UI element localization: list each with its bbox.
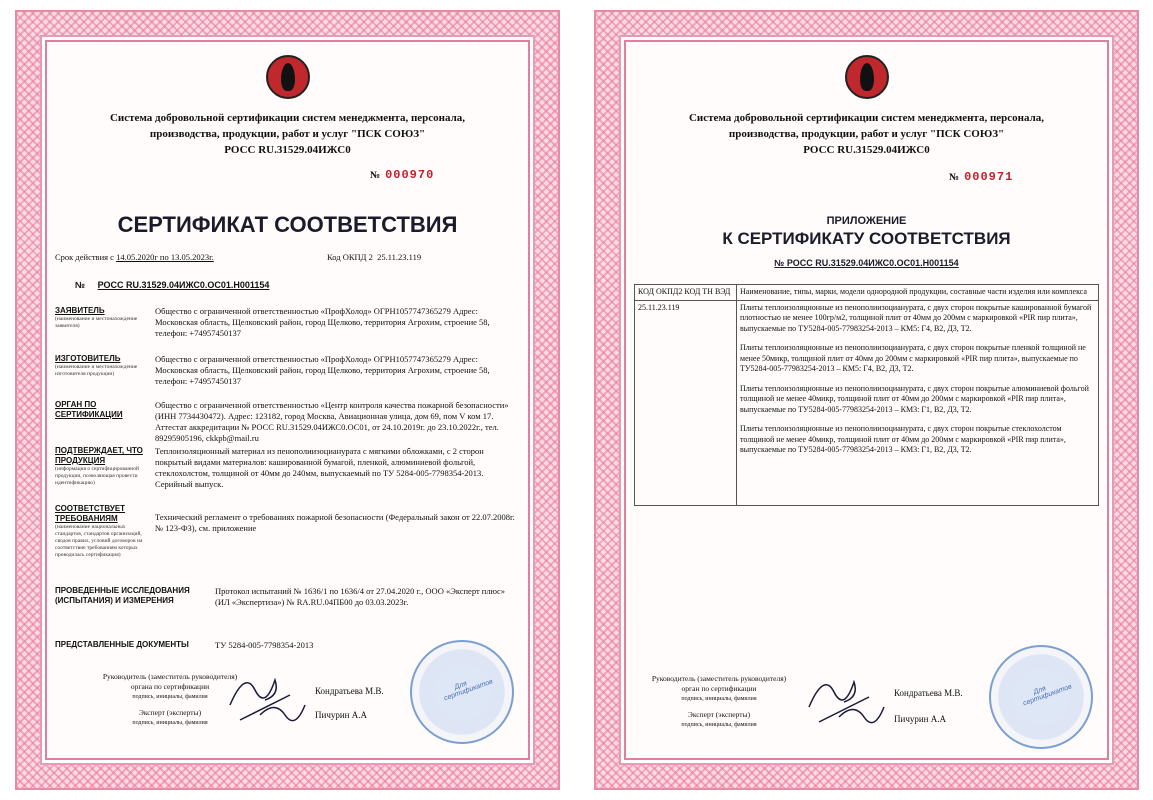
- list-item: Плиты теплоизоляционные из пенополиизоцианурата, с двух сторон покрытые алюминиевой фольгой толщиной не менее 40микр, толщиной плит от 40мм до 200мм с маркировкой «PIR пир плита», выпускаемые по ТУ5284-005-77983254-2013 – КМ3: Г1, В2, Д3, Т2.: [740, 383, 1089, 414]
- products-table: [634, 284, 1099, 506]
- validity-row: Срок действия с 14.05.2020г по 13.05.2023г. Код ОКПД 2 25.11.23.119: [55, 252, 422, 262]
- certification-body-section: ОРГАН ПО СЕРТИФИКАЦИИ Общество с ограниченной ответственностью «Центр контроля качества пожарной безопасности» (ИНН 7734430472). Адрес: 123182, город Москва, Авиационная улица, дом 69, пом V ком 17. Аттестат аккредитации № РОСС RU.31529.04ИЖС0.ОС01, от 24.10.2019г. до 23.10.2022г., тел. 89295905196, ckkpb@mail.ru: [55, 400, 509, 443]
- flame-logo-icon: [266, 55, 310, 99]
- description-header: Наименование, типы, марки, модели однородной продукции, составные части изделия или комплекса: [737, 285, 1099, 301]
- table-row: [635, 300, 1099, 505]
- head-name: Кондратьева М.В.: [894, 688, 963, 698]
- head-signature-label: Руководитель (заместитель руководителя) орган по сертификации подпись, инициалы, фамилия: [651, 674, 787, 702]
- documents-section: ПРЕДСТАВЛЕННЫЕ ДОКУМЕНТЫ ТУ 5284-005-7798354-2013: [55, 640, 314, 650]
- appendix-content: [624, 40, 1109, 760]
- list-item: Плиты теплоизоляционные из пенополиизоцианурата, с двух сторон покрытые стеклохолстом толщиной не менее 40микр, толщиной плит от 40мм до 200мм с маркировкой «PIR пир плита», выпускаемые по ТУ5284-005-77983254-2013 – КМ3: Г1, В2, Д3, Т2.: [740, 424, 1066, 454]
- certification-stamp: Для сертификатов: [410, 640, 514, 744]
- expert-name: Пичурин А.А: [315, 710, 367, 720]
- form-number: № 000971: [949, 170, 1014, 184]
- expert-signature-label: Эксперт (эксперты) подпись, инициалы, фамилия: [681, 710, 757, 728]
- manufacturer-section: ИЗГОТОВИТЕЛЬ (наименование и местонахождение изготовителя продукции) Общество с ограниченной ответственностью «ПрофХолод» ОГРН1057747365279 Адрес: Московская область, Щелковский район, город Щелково, территория Агрохим, строение 58, телефон: +74957450137: [55, 354, 490, 386]
- appendix-page: [594, 10, 1139, 790]
- organization-header: Система добровольной сертификации систем менеджмента, персонала, производства, продукции, работ и услуг "ПСК СОЮЗ" РОСС RU.31529.04ИЖС0: [109, 112, 466, 156]
- signature-image: [799, 662, 889, 732]
- signature-image: [220, 660, 310, 730]
- head-signature-label: Руководитель (заместитель руководителя) органа по сертификации подпись, инициалы, фамилия: [102, 672, 238, 700]
- organization-header: Система добровольной сертификации систем менеджмента, персонала, производства, продукции, работ и услуг "ПСК СОЮЗ" РОСС RU.31529.04ИЖС0: [688, 112, 1045, 156]
- expert-signature-label: Эксперт (эксперты) подпись, инициалы, фамилия: [132, 708, 208, 726]
- tests-section: ПРОВЕДЕННЫЕ ИССЛЕДОВАНИЯ (ИСПЫТАНИЯ) И ИЗМЕРЕНИЯ Протокол испытаний № 1636/1 по 1636/4 от 27.04.2020 г., ООО «Эксперт плюс» (ИЛ «Экспертиза») № RA.RU.04ПБ00 до 03.03.2023г.: [55, 586, 505, 607]
- head-name: Кондратьева М.В.: [315, 686, 384, 696]
- form-number: № 000970: [370, 168, 435, 182]
- product-section: ПОДТВЕРЖДАЕТ, ЧТО ПРОДУКЦИЯ (информация о сертифицированной продукции, позволяющая провести идентификацию) Теплоизоляционный материал из пенополиизоцианурата с мягкими обложками, с 2 сторон покрытый видами материалов: кашированной бумагой, пленкой, алюминиевой фольгой, стеклохолстом, толщиной от 40мм до 240мм, выпускаемый по ТУ 5284-005-7798354-2013. Серийный выпуск.: [55, 446, 484, 489]
- flame-logo-icon: [845, 55, 889, 99]
- applicant-section: ЗАЯВИТЕЛЬ (наименование и местонахождение заявителя) Общество с ограниченной ответственностью «ПрофХолод» ОГРН1057747365279 Адрес: Московская область, Щелковский район, город Щелково, территория Агрохим, строение 58, телефон: +74957450137: [55, 306, 490, 338]
- page-title: К СЕРТИФИКАТУ СООТВЕТСТВИЯ: [722, 229, 1011, 248]
- list-item: Плиты теплоизоляционные из пенополиизоцианурата, с двух сторон покрытые пленкой толщиной не менее 50микр, толщиной плит от 40мм до 200мм с маркировкой «PIR пир плита», выпускаемые по ТУ5284-005-77983254-2013 – КМ5: Г4, В2, Д3, Т2.: [740, 343, 1086, 373]
- code-cell: 25.11.23.119: [635, 300, 737, 505]
- page-title: СЕРТИФИКАТ СООТВЕТСТВИЯ: [117, 212, 458, 237]
- description-cell: [737, 300, 1099, 505]
- certificate-number: № РОСС RU.31529.04ИЖС0.ОС01.Н001154: [75, 280, 270, 290]
- appendix-label: ПРИЛОЖЕНИЕ: [826, 215, 907, 227]
- requirements-section: СООТВЕТСТВУЕТ ТРЕБОВАНИЯМ (наименование национальных стандартов, стандартов организаций, сводов правил, условий договоров на соответствие требованиям которых проводилась сертификация) Технический регламент о требованиях пожарной безопасности (Федеральный закон от 22.07.2008г. № 123-ФЗ), см. приложение: [55, 504, 515, 558]
- list-item: Плиты теплоизоляционные из пенополиизоцианурата, с двух сторон покрытые кашированной бумагой плотностью не менее 100гр/м2, толщиной плит от 40мм до 200мм с маркировкой «PIR пир плита», выпускаемые по ТУ5284-005-77983254-2013 – КМ5: Г4, В2, Д3, Т2.: [740, 302, 1092, 333]
- certificate-content: [45, 40, 530, 760]
- certificate-page: [15, 10, 560, 790]
- certificate-number: № РОСС RU.31529.04ИЖС0.ОС01.Н001154: [774, 258, 959, 268]
- certification-stamp: Для сертификатов: [989, 645, 1093, 749]
- table-header-row: [635, 285, 1099, 301]
- expert-name: Пичурин А.А: [894, 714, 946, 724]
- code-header: КОД ОКПД2 КОД ТН ВЭД: [635, 285, 737, 301]
